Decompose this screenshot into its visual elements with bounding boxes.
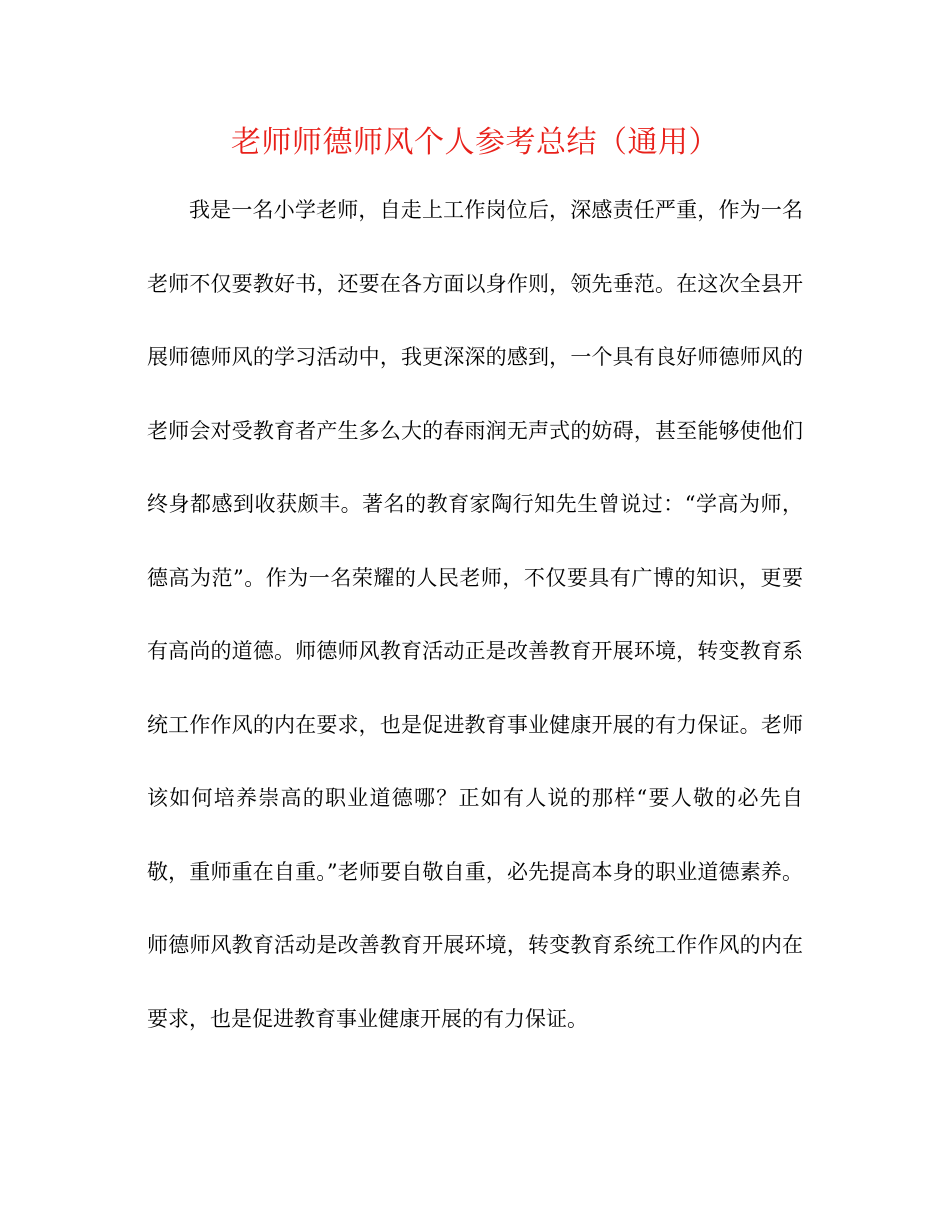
document-title: 老师师德师风个人参考总结（通用） bbox=[231, 125, 719, 160]
body-paragraph: 我是一名小学老师，自走上工作岗位后，深感责任严重，作为一名老师不仅要教好书，还要在各方面以身作则，领先垂范。在这次全县开展师德师风的学习活动中，我更深深的感到，一个具有良好师德师风的老师会对受教育者产生多么大的春雨润无声式的妨碍，甚至能够使他们终身都感到收获颇丰。著名的教育家陶行知先生曾说过：“学高为师，德高为范”。作为一名荣耀的人民老师，不仅要具有广博的知识，更要有高尚的道德。师德师风教育活动正是改善教育开展环境，转变教育系统工作作风的内在要求，也是促进教育事业健康开展的有力保证。老师该如何培养崇高的职业道德哪？正如有人说的那样“要人敬的必先自敬，重师重在自重。”老师要自敬自重，必先提高本身的职业道德素养。师德师风教育活动是改善教育开展环境，转变教育系统工作作风的内在要求，也是促进教育事业健康开展的有力保证。 bbox=[147, 198, 803, 1031]
